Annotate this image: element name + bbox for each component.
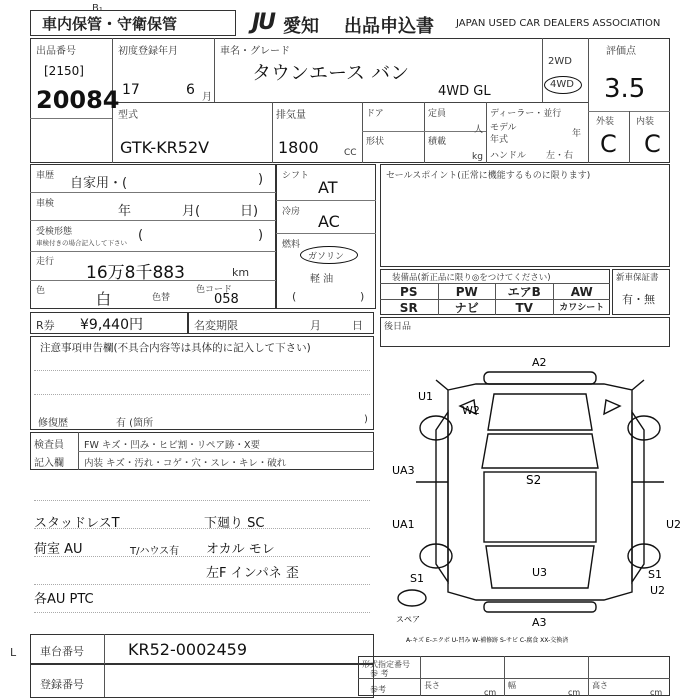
form-spec-length: 長さ <box>424 681 440 690</box>
inspection-month: 月( <box>182 204 201 219</box>
fuel-paren-close: ) <box>360 290 365 303</box>
side-mark: L <box>10 646 17 659</box>
chassis-label: 車台番号 <box>40 645 84 658</box>
note-studless: スタッドレスT <box>34 516 120 531</box>
form-title: 出品申込書 <box>344 16 434 37</box>
mark-u1: U1 <box>418 390 434 403</box>
note-underbody: 下廻り SC <box>204 516 265 531</box>
exterior-label: 外装 <box>596 117 615 127</box>
inspector-row-1: FW キズ・凹み・ヒビ割・リペア跡・X要 <box>84 440 261 451</box>
equipment-label: 装備品(新正品に限り◎をつけてください) <box>392 273 551 283</box>
fuel-paren-open: ( <box>292 290 297 303</box>
displacement-label: 排気量 <box>276 110 306 121</box>
acceptance-close: ) <box>258 228 264 243</box>
mileage-value: 16万8千883 <box>86 263 185 283</box>
equipment-item: カワシート <box>553 299 611 315</box>
capacity-unit: 人 <box>474 125 484 135</box>
inspection-day: 日) <box>240 204 259 219</box>
ac-label: 冷房 <box>282 207 301 217</box>
year-unit: 年 <box>572 129 582 139</box>
load-unit: kg <box>472 152 483 162</box>
recycle-value: ¥9,440円 <box>80 317 143 333</box>
lot-sub-number: [2150] <box>44 64 84 78</box>
drive-2wd: 2WD <box>548 56 572 67</box>
mileage-label: 走行 <box>36 257 55 267</box>
car-damage-diagram <box>376 350 700 644</box>
note-oil-leak: オカル モレ <box>206 542 275 557</box>
form-spec-width-unit: cm <box>568 688 581 697</box>
model-year-label-2: 年式 <box>490 135 509 145</box>
stamp-mark: B₁ <box>92 3 103 14</box>
acceptance-open: ( <box>138 228 144 243</box>
mark-s2: S2 <box>526 473 542 487</box>
mark-s1-left: S1 <box>410 572 424 585</box>
reg-number-label: 登録番号 <box>40 678 84 691</box>
car-name-value: タウンエース バン <box>252 62 410 84</box>
association-name: JAPAN USED CAR DEALERS ASSOCIATION <box>456 18 661 29</box>
displacement-value: 1800 <box>278 138 319 157</box>
history-close: ) <box>258 172 264 187</box>
mark-ua1: UA1 <box>392 518 415 531</box>
remarks-block <box>380 317 670 347</box>
equipment-item: PS <box>380 283 438 299</box>
score-label: 評価点 <box>606 46 636 57</box>
form-spec-height: 高さ <box>592 681 608 690</box>
equipment-item: PW <box>438 283 496 299</box>
mark-w2: W2 <box>462 404 480 417</box>
equipment-item: ナビ <box>438 299 496 315</box>
spare-label: スペア <box>396 615 420 624</box>
new-warranty-value: 有・無 <box>622 293 655 306</box>
car-name-label: 車名・グレード <box>220 46 290 57</box>
model-year-label: モデル <box>490 123 517 133</box>
note-various: 各AU PTC <box>34 592 94 607</box>
mark-u3: U3 <box>532 566 548 579</box>
shape-label: 形状 <box>366 137 385 147</box>
equipment-item: AW <box>553 283 611 299</box>
equipment-grid <box>380 283 610 315</box>
recycle-label: R券 <box>36 319 55 332</box>
color-code: 058 <box>214 292 239 307</box>
inspector-label: 検査員 <box>34 440 64 451</box>
notes-label: 注意事項申告欄(不具合内容等は具体的に記入して下さい) <box>40 342 311 354</box>
registration-month: 6 <box>186 82 195 98</box>
mark-u2-bottom: U2 <box>650 584 666 597</box>
score-value: 3.5 <box>604 74 646 104</box>
title-change-month: 月 <box>310 319 321 332</box>
registration-year: 17 <box>122 82 140 98</box>
drive-4wd: 4WD <box>550 79 574 90</box>
repair-value: 有 (箇所 <box>116 418 154 429</box>
form-spec-length-unit: cm <box>484 688 497 697</box>
door-label: ドア <box>366 109 384 119</box>
repair-close: ) <box>364 414 368 425</box>
remarks-label: 後日品 <box>384 322 412 332</box>
registration-label: 初度登録年月 <box>118 46 178 57</box>
model-value: GTK-KR52V <box>120 138 210 157</box>
registration-month-unit: 月 <box>202 92 212 103</box>
equipment-item: SR <box>380 299 438 315</box>
inspection-label: 車検 <box>36 199 55 209</box>
org-name: 愛知 <box>283 16 319 37</box>
form-spec-header-2: 参 考 <box>370 669 389 678</box>
history-value: 自家用・( <box>70 176 128 191</box>
note-thouse: T/ハウス有 <box>130 546 180 557</box>
capacity-label: 定員 <box>428 109 447 119</box>
acceptance-note: 車検付きの場合記入して下さい <box>36 239 127 247</box>
new-warranty-label: 新車保証書 <box>616 273 659 283</box>
mark-u2-right: U2 <box>666 518 682 531</box>
fuel-gasoline: ガソリン <box>308 252 345 262</box>
model-label: 型式 <box>118 110 138 121</box>
fuel-diesel: 軽 油 <box>310 274 334 285</box>
load-label: 積載 <box>428 137 447 147</box>
inspector-label-2: 記入欄 <box>34 458 64 469</box>
color-value: 白 <box>96 290 112 308</box>
damage-legend: A-キズ E-エクボ U-凹み W-補修跡 S-サビ C-腐食 XX-交換済 <box>406 637 569 644</box>
inspection-year: 年 <box>118 204 132 219</box>
shift-value: AT <box>318 178 338 197</box>
inspector-row-2: 内装 キズ・汚れ・コゲ・穴・スレ・キレ・破れ <box>84 458 287 469</box>
equipment-item: エアB <box>495 283 553 299</box>
form-spec-header-1: 形式指定番号 <box>362 660 410 669</box>
lot-number: 20084 <box>36 86 120 114</box>
acceptance-label: 受検形態 <box>36 227 73 237</box>
ju-logo: JU <box>252 10 275 35</box>
shift-label: シフト <box>282 171 310 181</box>
mark-s1-right: S1 <box>648 568 662 581</box>
mileage-unit: km <box>232 266 250 279</box>
dealer-label: ディーラー・並行 <box>490 109 562 119</box>
sales-point-label: セールスポイント(正常に機能するものに限ります) <box>386 171 591 181</box>
mark-a3: A3 <box>532 616 547 629</box>
title-change-day: 日 <box>352 319 363 332</box>
form-spec-ref: 参考 <box>370 685 386 694</box>
interior-grade: C <box>644 130 661 158</box>
exterior-grade: C <box>600 130 617 158</box>
title-change-label: 名変期限 <box>194 319 238 332</box>
fuel-label: 燃料 <box>282 240 301 250</box>
note-dash: 左F インパネ 歪 <box>206 566 299 581</box>
lot-label: 出品番号 <box>36 46 76 57</box>
storage-note: 車内保管・守衛保管 <box>42 15 178 33</box>
equipment-item: TV <box>495 299 553 315</box>
handle-label: ハンドル <box>490 151 527 161</box>
interior-label: 内装 <box>636 117 655 127</box>
history-label: 車歴 <box>36 171 55 181</box>
displacement-unit: CC <box>344 148 357 158</box>
ac-value: AC <box>318 212 340 231</box>
form-spec-width: 幅 <box>508 681 516 690</box>
mark-a2: A2 <box>532 356 547 369</box>
note-cargo: 荷室 AU <box>34 542 83 557</box>
form-spec-height-unit: cm <box>650 688 663 697</box>
chassis-value: KR52-0002459 <box>128 640 247 659</box>
car-grade: 4WD GL <box>438 84 491 99</box>
color-change-label: 色替 <box>152 293 171 303</box>
handle-options: 左・右 <box>546 151 574 161</box>
repair-label: 修復歴 <box>38 418 68 429</box>
mark-ua3: UA3 <box>392 464 415 477</box>
color-label: 色 <box>36 286 46 296</box>
color-code-label: 色コード <box>196 285 233 295</box>
